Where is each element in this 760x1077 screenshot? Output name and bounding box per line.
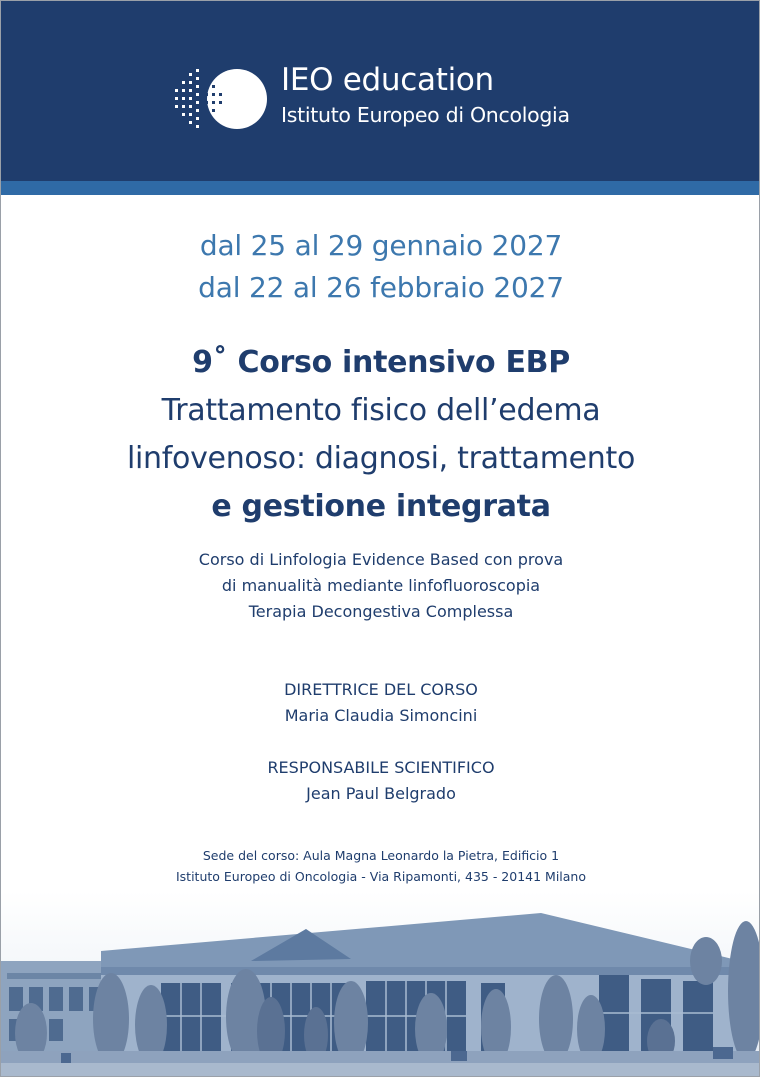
ieo-logo-mark-icon	[171, 59, 271, 139]
logo-subtitle: Istituto Europeo di Oncologia	[281, 103, 570, 127]
scientific-lead-role: RESPONSABILE SCIENTIFICO	[267, 758, 495, 777]
subtitle-line-1: Corso di Linfologia Evidence Based con prova	[198, 550, 564, 569]
venue-info	[1, 845, 760, 887]
date-line-1: dal 25 al 29 gennaio 2027	[199, 229, 563, 262]
course-subtitle	[1, 547, 760, 625]
venue-line-2: Istituto Europeo di Oncologia - Via Ripamonti, 435 - 20141 Milano	[175, 869, 587, 884]
course-title	[1, 339, 760, 531]
title-line-2: Trattamento fisico dell’edema	[161, 393, 601, 428]
director-name: Maria Claudia Simoncini	[284, 706, 478, 725]
course-people	[1, 677, 760, 807]
header-band	[1, 1, 760, 181]
title-line-1: 9˚ Corso intensivo EBP	[192, 345, 570, 380]
title-line-3: linfovenoso: diagnosi, trattamento	[126, 441, 636, 476]
logo-title: IEO education	[281, 62, 494, 98]
subtitle-line-3: Terapia Decongestiva Complessa	[248, 602, 514, 621]
title-line-4: e gestione integrata	[211, 489, 551, 524]
director-role: DIRETTRICE DEL CORSO	[284, 680, 478, 699]
scientific-lead-name: Jean Paul Belgrado	[306, 784, 456, 803]
date-line-2: dal 22 al 26 febbraio 2027	[198, 271, 564, 304]
header-stripe	[1, 181, 760, 195]
people-spacer	[1, 729, 760, 755]
building-photo	[1, 891, 760, 1077]
course-dates	[1, 225, 760, 309]
subtitle-line-2: di manualità mediante linfofluoroscopia	[221, 576, 541, 595]
ieo-logo	[171, 59, 601, 139]
venue-line-1: Sede del corso: Aula Magna Leonardo la Pietra, Edificio 1	[202, 848, 560, 863]
